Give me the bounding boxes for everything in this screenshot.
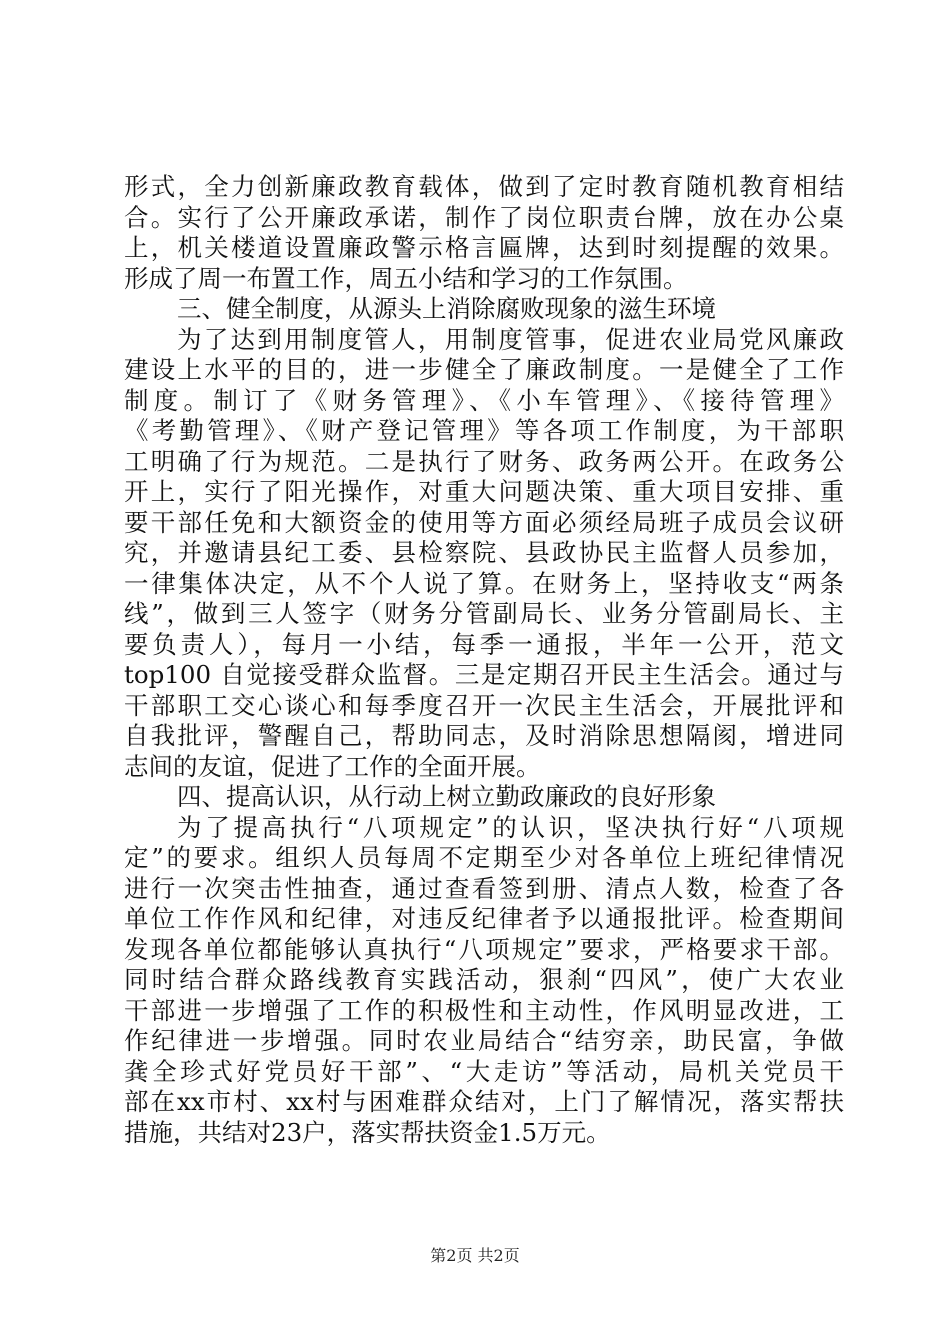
- body-line: 开上，实行了阳光操作，对重大问题决策、重大项目安排、重: [124, 477, 844, 506]
- body-line: 形式，全力创新廉政教育载体，做到了定时教育随机教育相结: [124, 172, 844, 201]
- page-footer: 第2页 共2页: [430, 1246, 520, 1265]
- body-line: 定”的要求。组织人员每周不定期至少对各单位上班纪律情况: [124, 843, 844, 872]
- body-line: 干部职工交心谈心和每季度召开一次民主生活会，开展批评和: [124, 690, 844, 720]
- body-line: 线”，做到三人签字（财务分管副局长、业务分管副局长、主: [124, 599, 844, 628]
- body-line: 龚全珍式好党员好干部”、“大走访”等活动，局机关党员干: [124, 1056, 844, 1086]
- body-line: 建设上水平的目的，进一步健全了廉政制度。一是健全了工作: [124, 355, 844, 384]
- body-line: 发现各单位都能够认真执行“八项规定”要求，严格要求干部。: [124, 934, 844, 964]
- body-line: 部在xx市村、xx村与困难群众结对，上门了解情况，落实帮扶: [124, 1087, 844, 1116]
- body-line: 进行一次突击性抽查，通过查看签到册、清点人数，检查了各: [124, 873, 844, 903]
- body-line: 同时结合群众路线教育实践活动，狠刹“四风”，使广大农业: [124, 965, 844, 994]
- body-line: top100 自觉接受群众监督。三是定期召开民主生活会。通过与: [124, 660, 844, 689]
- body-line: 单位工作作风和纪律，对违反纪律者予以通报批评。检查期间: [124, 904, 844, 933]
- paragraph-first-line: 为了提高执行“八项规定”的认识，坚决执行好“八项规: [177, 812, 844, 842]
- body-line: 措施，共结对23户，落实帮扶资金1.5万元。: [124, 1117, 611, 1147]
- body-line: 形成了周一布置工作，周五小结和学习的工作氛围。: [124, 263, 688, 293]
- section-heading-3: 三、健全制度，从源头上消除腐败现象的滋生环境: [177, 294, 716, 323]
- body-line: 一律集体决定，从不个人说了算。在财务上，坚持收支“两条: [124, 568, 844, 598]
- body-line: 工明确了行为规范。二是执行了财务、政务两公开。在政务公: [124, 446, 844, 476]
- body-line: 要干部任免和大额资金的使用等方面必须经局班子成员会议研: [124, 507, 844, 537]
- document-body: [124, 172, 844, 1148]
- body-line: 作纪律进一步增强。同时农业局结合“结穷亲，助民富，争做: [124, 1026, 844, 1055]
- body-line: 合。实行了公开廉政承诺，制作了岗位职责台牌，放在办公桌: [124, 202, 844, 232]
- paragraph-first-line: 为了达到用制度管人，用制度管事，促进农业局党风廉政: [177, 324, 844, 354]
- section-heading-4: 四、提高认识，从行动上树立勤政廉政的良好形象: [177, 782, 716, 811]
- body-line: 志间的友谊，促进了工作的全面开展。: [124, 751, 541, 781]
- body-line: 《考勤管理》、《财产登记管理》等各项工作制度，为干部职: [124, 416, 844, 445]
- body-line: 究，并邀请县纪工委、县检察院、县政协民主监督人员参加，: [124, 538, 844, 567]
- body-line: 制度。制订了《财务管理》、《小车管理》、《接待管理》: [124, 385, 844, 415]
- body-line: 要负责人），每月一小结，每季一通报，半年一公开，范文: [124, 629, 844, 659]
- body-line: 自我批评，警醒自己，帮助同志，及时消除思想隔阂，增进同: [124, 721, 844, 750]
- body-line: 上，机关楼道设置廉政警示格言匾牌，达到时刻提醒的效果。: [124, 233, 844, 262]
- body-line: 干部进一步增强了工作的积极性和主动性，作风明显改进，工: [124, 995, 844, 1025]
